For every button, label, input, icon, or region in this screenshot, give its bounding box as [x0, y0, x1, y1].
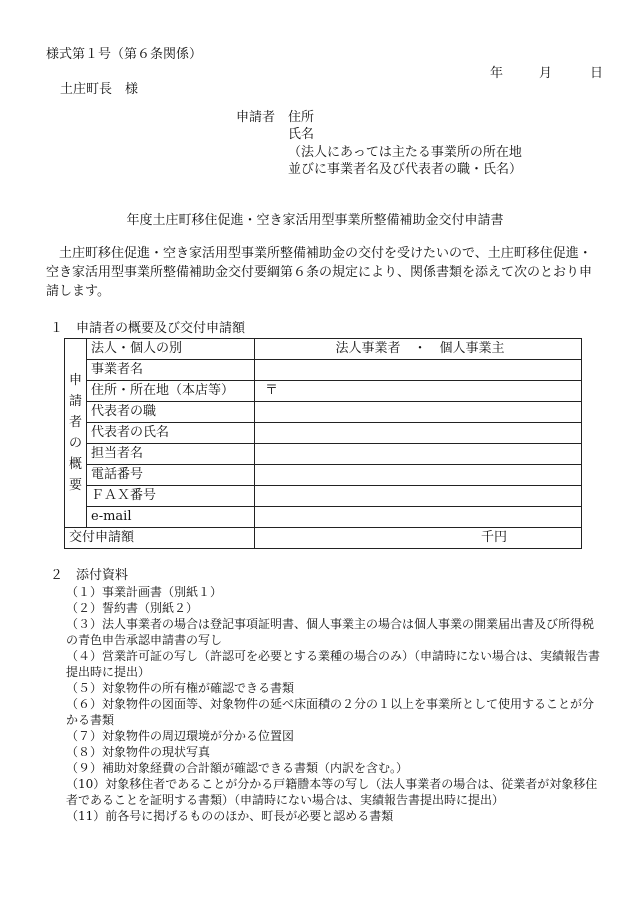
attachment-item: （６）対象物件の図面等、対象物件の延べ床面積の２分の１以上を事業所として使用することが分かる書類 [66, 697, 595, 727]
attachment-item: （１）事業計画書（別紙１） [66, 585, 223, 599]
attachment-item: （11）前各号に掲げるもののほか、町長が必要と認める書類 [66, 809, 394, 823]
row-label: 法人・個人の別 [87, 339, 255, 360]
table-row [65, 339, 582, 360]
applicant-note-line1: （法人にあっては主たる事業所の所在地 [288, 145, 522, 160]
row-label: 住所・所在地（本店等） [87, 381, 255, 402]
vertical-char: 要 [68, 478, 82, 493]
row-label: 代表者の職 [87, 402, 255, 423]
vertical-char: 請 [68, 394, 82, 409]
attachment-item: （７）対象物件の周辺環境が分かる位置図 [66, 729, 295, 743]
attachment-item: （４）営業許可証の写し（許認可を必要とする業種の場合のみ）（申請時にない場合は、実績報告書提出時に提出） [66, 649, 601, 679]
date-month-label: 月 [539, 66, 553, 81]
applicant-name-label: 氏名 [288, 127, 315, 142]
row-label: 担当者名 [87, 444, 255, 465]
business-name-field[interactable] [255, 360, 582, 381]
representative-title-field[interactable] [255, 402, 582, 423]
date-line [490, 66, 603, 82]
row-label: 電話番号 [87, 465, 255, 486]
vertical-char: 概 [68, 457, 82, 472]
table-row [65, 486, 582, 507]
date-day-label: 日 [590, 66, 604, 81]
email-field[interactable] [255, 507, 582, 528]
attachment-item: （10）対象移住者であることが分かる戸籍謄本等の写し（法人事業者の場合は、従業者が対象移住者であることを証明する書類）（申請時にない場合は、実績報告書提出時に提出） [66, 777, 598, 807]
entity-type-field[interactable]: 法人事業者 ・ 個人事業主 [255, 339, 582, 360]
address-field[interactable]: 〒 [255, 381, 582, 402]
attachment-item: （２）誓約書（別紙２） [66, 601, 199, 615]
attachment-item: （３）法人事業者の場合は登記事項証明書、個人事業主の場合は個人事業の開業届出書及び所得税の青色申告承認申請書の写し [66, 617, 595, 647]
applicant-note-line2: 並びに事業者名及び代表者の職・氏名） [288, 162, 523, 177]
row-label: 代表者の氏名 [87, 423, 255, 444]
table-row [65, 507, 582, 528]
table-row [65, 444, 582, 465]
date-year-label: 年 [490, 66, 504, 81]
table-row [65, 528, 582, 549]
table-row [65, 465, 582, 486]
amount-label: 交付申請額 [65, 528, 255, 549]
phone-field[interactable] [255, 465, 582, 486]
vertical-char: 申 [68, 373, 82, 388]
table-row [65, 423, 582, 444]
applicant-label: 申請者 [236, 110, 276, 125]
attachment-item: （９）補助対象経費の合計額が確認できる書類（内訳を含む。） [66, 761, 409, 775]
applicant-overview-table [64, 338, 582, 549]
table-row [65, 402, 582, 423]
amount-field[interactable]: 千円 [255, 528, 582, 549]
vertical-section-label [65, 339, 87, 528]
table-row [65, 381, 582, 402]
row-label: e-mail [87, 507, 255, 528]
attachment-item: （８）対象物件の現状写真 [66, 745, 211, 759]
application-statement: 土庄町移住促進・空き家活用型事業所整備補助金の交付を受けたいので、土庄町移住促進・空き家活用型事業所整備補助金交付要綱第６条の規定により、関係書類を添えて次のとおり申請します。 [46, 246, 593, 299]
attachment-item: （５）対象物件の所有権が確認できる書類 [66, 681, 295, 695]
section2-heading: ２ 添付資料 [50, 568, 129, 583]
fax-field[interactable] [255, 486, 582, 507]
vertical-char: の [68, 436, 82, 451]
table-row [65, 360, 582, 381]
applicant-address-label: 住所 [288, 110, 315, 125]
document-title: 年度土庄町移住促進・空き家活用型事業所整備補助金交付申請書 [126, 213, 504, 228]
row-label: ＦＡＸ番号 [87, 486, 255, 507]
form-number: 様式第１号（第６条関係） [46, 47, 203, 62]
representative-name-field[interactable] [255, 423, 582, 444]
vertical-char: 者 [68, 415, 82, 430]
section1-heading: １ 申請者の概要及び交付申請額 [50, 321, 246, 336]
contact-person-field[interactable] [255, 444, 582, 465]
addressee: 土庄町長 様 [60, 82, 139, 97]
row-label: 事業者名 [87, 360, 255, 381]
